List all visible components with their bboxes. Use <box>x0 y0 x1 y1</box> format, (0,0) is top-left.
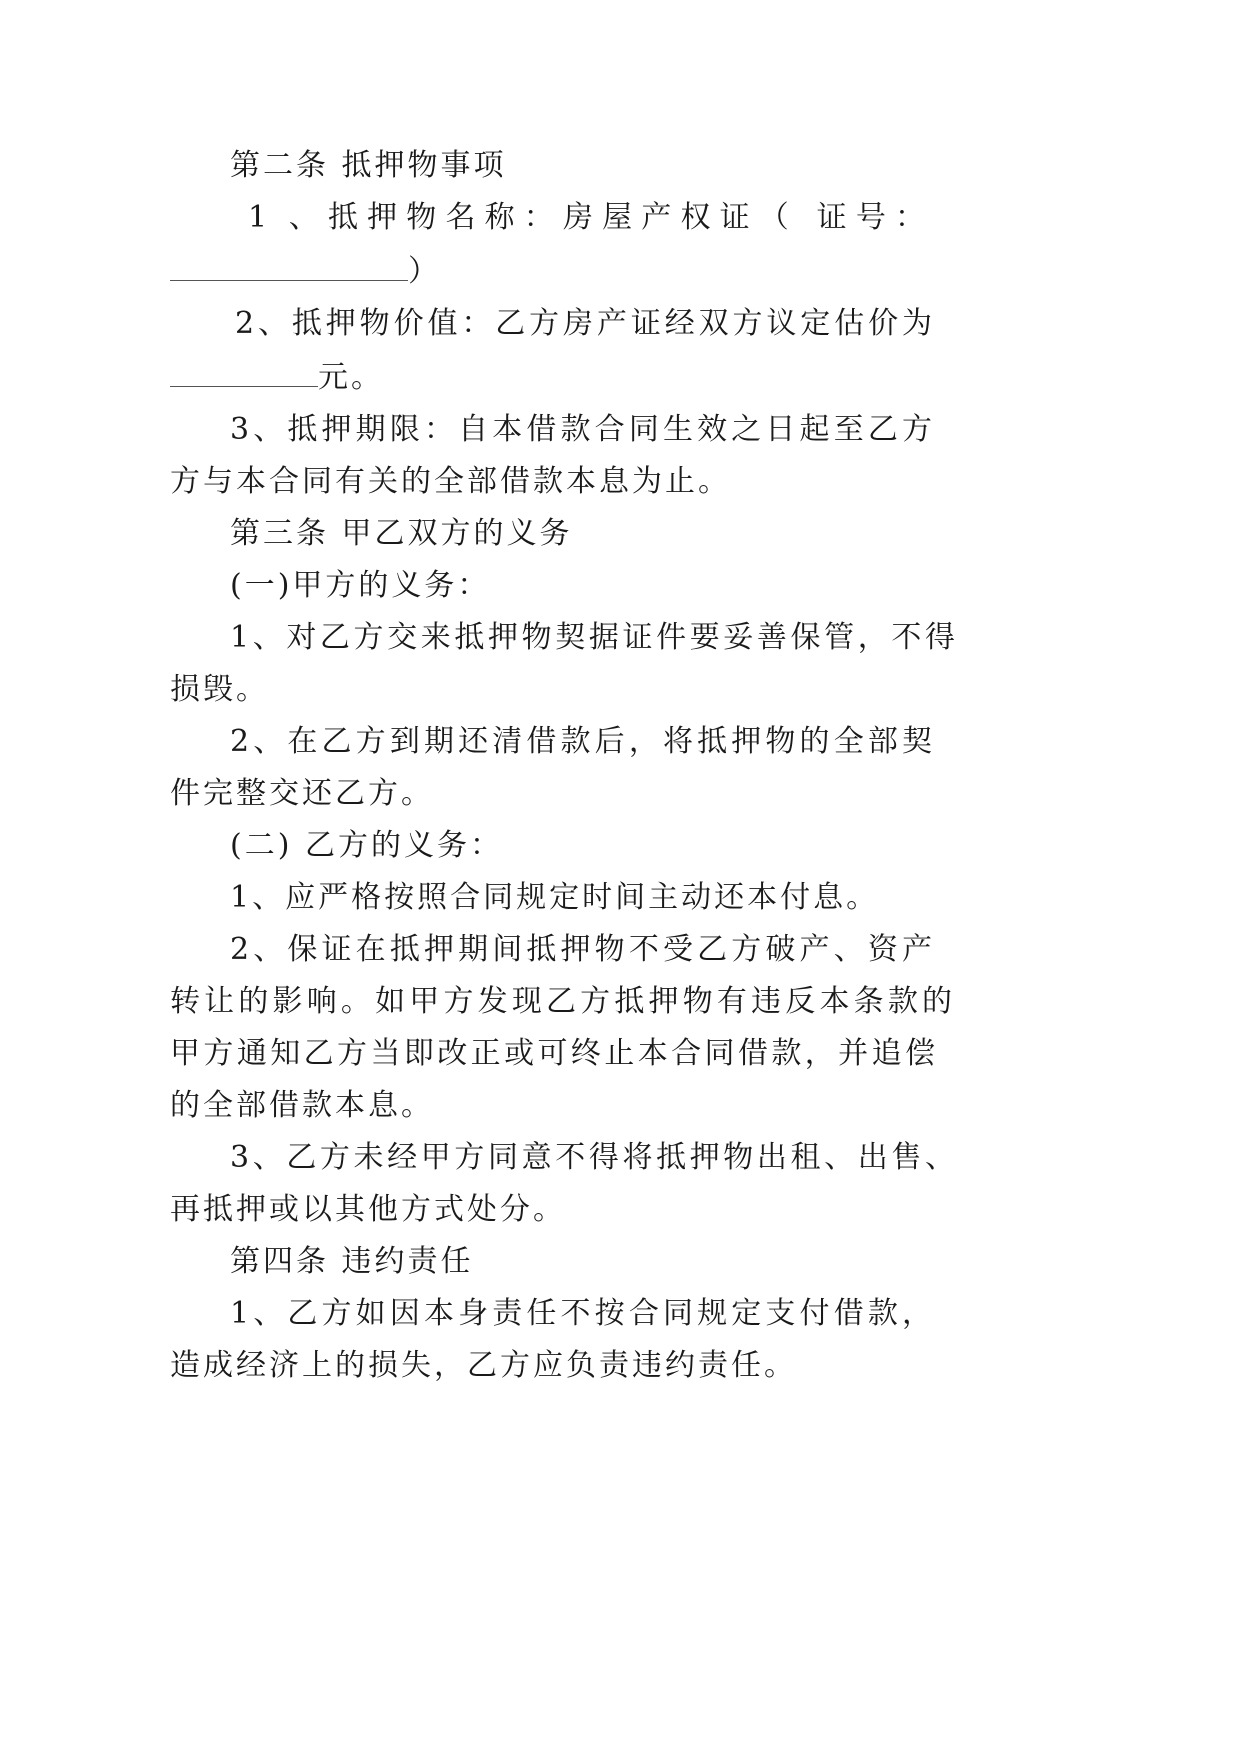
liability-clause-1-line-2: 造成经济上的损失，乙方应负责违约责任。 <box>170 1348 797 1383</box>
certificate-number-blank[interactable] <box>170 250 408 281</box>
party-b-obligation-2-line-1: 2、保证在抵押期间抵押物不受乙方破产、资产 <box>230 932 935 967</box>
article-4-heading: 第四条 违约责任 <box>230 1244 474 1279</box>
collateral-name-line: 1 、抵押物名称：房屋产权证（ 证号： <box>248 200 928 235</box>
certificate-close-paren: ） <box>408 254 441 289</box>
party-b-obligation-2-line-2: 转让的影响。如甲方发现乙方抵押物有违反本条款的 <box>170 984 955 1019</box>
article-2-heading: 第二条 抵押物事项 <box>230 148 507 183</box>
party-b-obligations-heading: (二) 乙方的义务： <box>230 828 503 863</box>
certificate-number-line <box>170 250 441 290</box>
party-b-obligation-3-line-2: 再抵押或以其他方式处分。 <box>170 1192 566 1227</box>
collateral-value-line: 2、抵押物价值：乙方房产证经双方议定估价为 <box>235 306 935 341</box>
liability-clause-1-line-1: 1、乙方如因本身责任不按合同规定支付借款， <box>230 1296 935 1331</box>
party-a-obligation-1-line-2: 损毁。 <box>170 672 269 707</box>
party-a-obligations-heading: (一)甲方的义务： <box>230 568 491 603</box>
collateral-value-blank[interactable] <box>170 356 318 387</box>
mortgage-term-line-2: 方与本合同有关的全部借款本息为止。 <box>170 464 731 499</box>
collateral-value-amount-line <box>170 356 384 396</box>
mortgage-term-line-1: 3、抵押期限：自本借款合同生效之日起至乙方 <box>230 412 935 447</box>
collateral-value-unit: 元。 <box>318 360 384 395</box>
party-a-obligation-1-line-1: 1、对乙方交来抵押物契据证件要妥善保管，不得 <box>230 620 958 655</box>
party-b-obligation-2-line-3: 甲方通知乙方当即改正或可终止本合同借款，并追偿 <box>170 1036 938 1071</box>
party-b-obligation-1: 1、应严格按照合同规定时间主动还本付息。 <box>230 880 880 915</box>
article-3-heading: 第三条 甲乙双方的义务 <box>230 516 573 551</box>
party-b-obligation-3-line-1: 3、乙方未经甲方同意不得将抵押物出租、出售、 <box>230 1140 958 1175</box>
party-a-obligation-2-line-2: 件完整交还乙方。 <box>170 776 434 811</box>
party-a-obligation-2-line-1: 2、在乙方到期还清借款后，将抵押物的全部契 <box>230 724 935 759</box>
party-b-obligation-2-line-4: 的全部借款本息。 <box>170 1088 434 1123</box>
